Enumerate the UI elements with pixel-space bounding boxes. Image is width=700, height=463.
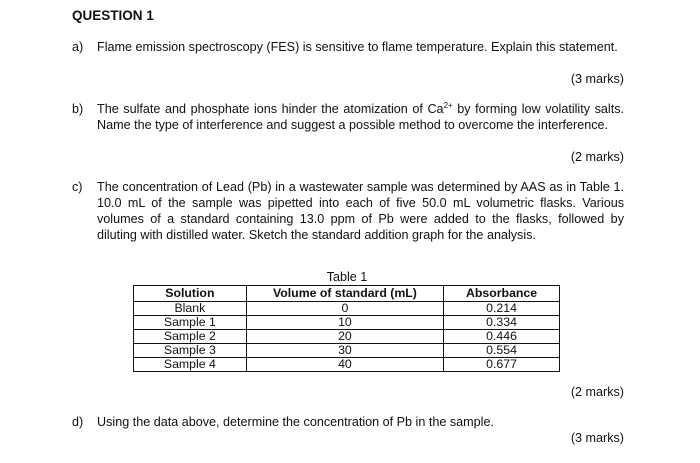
table-header-cell: Volume of standard (mL) (246, 286, 443, 302)
question-a (72, 39, 624, 55)
table-cell: Blank (134, 302, 247, 316)
table-row (134, 358, 560, 372)
table-cell: Sample 4 (134, 358, 247, 372)
question-d-marks: (3 marks) (570, 431, 624, 445)
question-c-marks: (2 marks) (570, 385, 624, 399)
table-row (134, 316, 560, 330)
table-header-row (134, 286, 560, 302)
table-cell: Sample 2 (134, 330, 247, 344)
table-cell: 40 (246, 358, 443, 372)
table-cell: 0 (246, 302, 443, 316)
question-c-label: c) (72, 180, 83, 194)
table-cell: 0.554 (444, 344, 560, 358)
table-row (134, 330, 560, 344)
table-caption: Table 1 (326, 270, 368, 284)
question-d (72, 414, 624, 430)
question-d-label: d) (72, 415, 84, 429)
table-cell: 10 (246, 316, 443, 330)
table-cell: Sample 3 (134, 344, 247, 358)
table-cell: 0.214 (444, 302, 560, 316)
table-cell: 30 (246, 344, 443, 358)
question-b-label: b) (72, 102, 84, 116)
question-b-text-start: The sulfate and phosphate ions hinder the atomization of Ca (97, 102, 444, 116)
table-cell: 0.334 (444, 316, 560, 330)
question-c (72, 179, 624, 243)
table-row (134, 344, 560, 358)
question-a-label: a) (72, 40, 84, 54)
question-title: QUESTION 1 (72, 8, 154, 23)
question-a-marks: (3 marks) (570, 72, 624, 86)
table-header-cell: Absorbance (444, 286, 560, 302)
calcium-charge-superscript: 2+ (443, 100, 453, 110)
table-cell: Sample 1 (134, 316, 247, 330)
table-header-cell: Solution (134, 286, 247, 302)
question-d-text: Using the data above, determine the concentration of Pb in the sample. (97, 415, 494, 429)
question-b-text (97, 101, 624, 133)
question-a-text: Flame emission spectroscopy (FES) is sensitive to flame temperature. Explain this statement. (97, 40, 618, 54)
table-cell: 0.677 (444, 358, 560, 372)
data-table (133, 285, 560, 372)
question-b-marks: (2 marks) (570, 150, 624, 164)
question-b-text-end: by forming low volatility salts. Name the type of interference and suggest a possible method to overcome the interference. (97, 102, 624, 132)
question-b (72, 101, 624, 133)
table-row (134, 302, 560, 316)
table-cell: 20 (246, 330, 443, 344)
question-c-text: The concentration of Lead (Pb) in a wastewater sample was determined by AAS as in Table 1. 10.0 mL of the sample was pipetted into each of five 50.0 mL volumetric flasks. Various volumes of a standard containing 13.0 ppm of Pb were added to the flasks, followed by diluting with distilled water. Sketch the standard addition graph for the analysis. (97, 180, 624, 242)
table-cell: 0.446 (444, 330, 560, 344)
